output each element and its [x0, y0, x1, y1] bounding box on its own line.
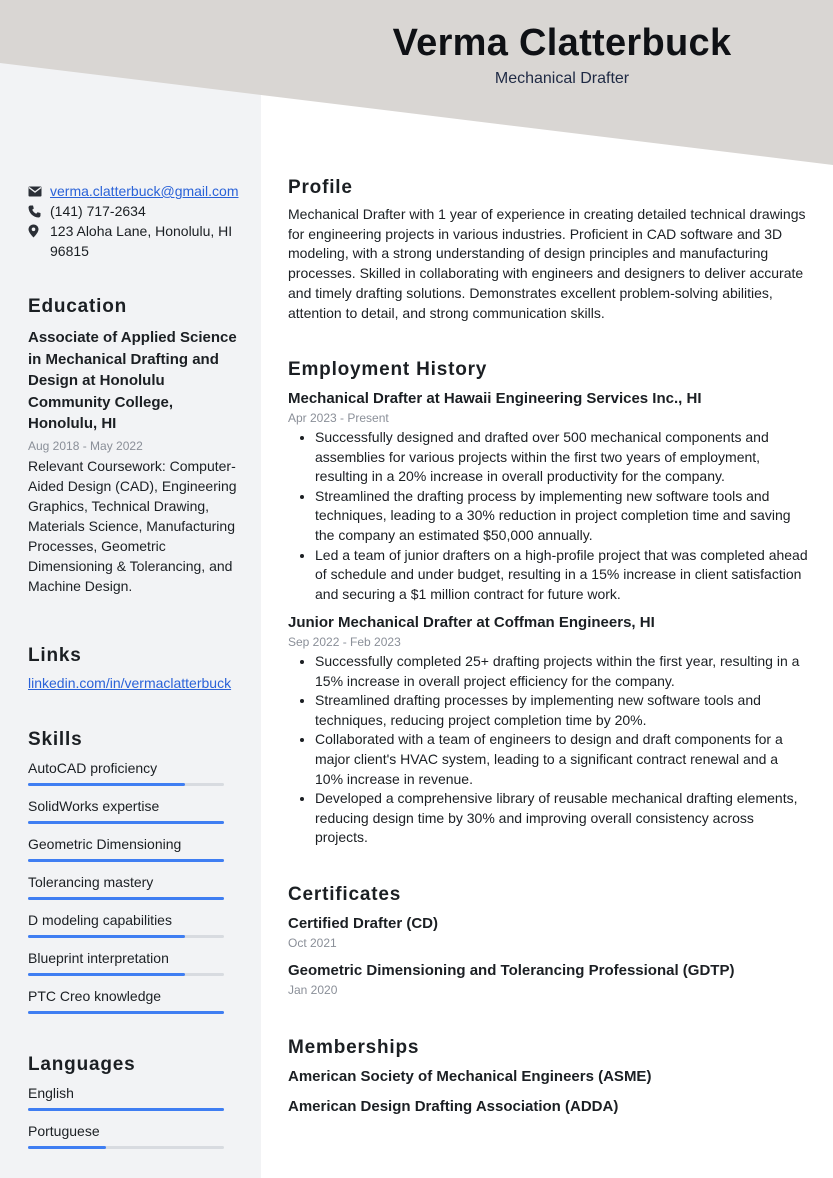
profile-heading: Profile — [288, 177, 353, 198]
profile-text: Mechanical Drafter with 1 year of experience in creating detailed technical drawings for engineering projects in various industries. Proficient in CAD software and 3D modeling, with a strong understanding of design principles and manufacturing processes. Skilled in collaborating with engineers and designers to deliver accurate and timely drafting solutions. Demonstrates excellent problem-solving abilities, attention to detail, and strong communication skills. — [288, 206, 806, 321]
certificate-title: Certified Drafter (CD) — [288, 915, 439, 932]
candidate-title: Mechanical Drafter — [494, 70, 630, 87]
education-dates: Aug 2018 - May 2022 — [28, 438, 143, 453]
skills-level-fill — [28, 783, 185, 786]
job-entry — [288, 613, 808, 848]
skills-level-bar — [28, 859, 224, 862]
languages-level-bar — [28, 1146, 224, 1149]
skills-item — [28, 873, 224, 900]
education-heading: Education — [28, 296, 128, 317]
job-dates: Apr 2023 - Present — [288, 411, 389, 425]
skills-item — [28, 987, 224, 1014]
languages-label: English — [28, 1085, 74, 1101]
job-title: Junior Mechanical Drafter at Coffman Engineers, HI — [288, 614, 655, 631]
certificate-date: Oct 2021 — [288, 936, 337, 950]
candidate-name: Verma Clatterbuck — [392, 22, 732, 64]
languages-heading: Languages — [28, 1054, 136, 1075]
languages-item — [28, 1084, 224, 1111]
skills-level-fill — [28, 935, 185, 938]
contact-block — [28, 181, 243, 261]
links-heading: Links — [28, 645, 82, 666]
job-bullet: • Led a team of junior drafters on a high-profile project that was completed ahead of schedule and under budget, resulting in a 15% increase in client satisfaction and securing a $1 million contract for future work. — [315, 546, 808, 605]
certificate-title: Geometric Dimensioning and Tolerancing Professional (GDTP) — [288, 962, 735, 979]
skills-label: Tolerancing mastery — [28, 874, 154, 890]
job-title: Mechanical Drafter at Hawaii Engineering Services Inc., HI — [288, 390, 702, 407]
skills-label: SolidWorks expertise — [28, 798, 160, 814]
envelope-icon — [28, 181, 50, 201]
skills-level-fill — [28, 859, 224, 862]
skills-level-bar — [28, 783, 224, 786]
certificate-entry — [288, 961, 734, 999]
employment-heading: Employment History — [288, 359, 488, 380]
certificate-entry — [288, 914, 438, 952]
job-entry — [288, 389, 808, 604]
address: 123 Aloha Lane, Honolulu, HI 96815 — [50, 223, 233, 259]
location-pin-icon — [28, 221, 50, 241]
skills-level-bar — [28, 935, 224, 938]
education-degree: Associate of Applied Science in Mechanical Drafting and Design at Honolulu Community College, Honolulu, HI — [28, 329, 237, 432]
membership-item: American Society of Mechanical Engineers (ASME) — [288, 1068, 652, 1085]
skills-label: Geometric Dimensioning — [28, 836, 182, 852]
job-dates: Sep 2022 - Feb 2023 — [288, 635, 401, 649]
certificates-heading: Certificates — [288, 884, 402, 905]
job-bullet: • Streamlined drafting processes by implementing new software tools and techniques, reducing project completion time by 20%. — [315, 691, 808, 730]
skills-level-fill — [28, 973, 185, 976]
job-bullet: • Collaborated with a team of engineers to design and draft components for a major client's HVAC system, leading to a significant contract renewal and a 10% increase in revenue. — [315, 730, 808, 789]
skills-item — [28, 759, 224, 786]
education-entry — [28, 327, 238, 596]
job-bullets — [288, 428, 808, 604]
job-bullet: • Successfully completed 25+ drafting projects within the first year, resulting in a 15% increase in overall project efficiency for the company. — [315, 652, 808, 691]
membership-item: American Design Drafting Association (ADDA) — [288, 1098, 619, 1115]
email-link[interactable]: verma.clatterbuck@gmail.com — [50, 183, 239, 199]
education-coursework: Relevant Coursework: Computer-Aided Design (CAD), Engineering Graphics, Technical Drawing, Materials Science, Manufacturing Processes, Geometric Dimensioning & Tolerancing, and Machine Design. — [28, 457, 237, 594]
skills-item — [28, 911, 224, 938]
languages-level-fill — [28, 1108, 224, 1111]
memberships-heading: Memberships — [288, 1037, 420, 1058]
skills-item — [28, 835, 224, 862]
job-bullet: • Developed a comprehensive library of reusable mechanical drafting elements, reducing design time by 30% and improving overall consistency across projects. — [315, 789, 808, 848]
languages-level-fill — [28, 1146, 106, 1149]
skills-label: Blueprint interpretation — [28, 950, 169, 966]
job-bullet: • Streamlined the drafting process by implementing new software tools and techniques, leading to a 30% reduction in project completion time and saving the company an estimated $50,000 annually. — [315, 487, 808, 546]
skills-level-bar — [28, 1011, 224, 1014]
skills-label: PTC Creo knowledge — [28, 988, 162, 1004]
skills-label: D modeling capabilities — [28, 912, 172, 928]
phone-icon — [28, 201, 50, 221]
skills-item — [28, 949, 224, 976]
skills-item — [28, 797, 224, 824]
skills-level-fill — [28, 821, 224, 824]
skills-level-fill — [28, 897, 224, 900]
skills-label: AutoCAD proficiency — [28, 760, 158, 776]
certificate-date: Jan 2020 — [288, 983, 338, 997]
job-bullets — [288, 652, 808, 848]
phone-number: (141) 717-2634 — [50, 203, 146, 219]
languages-label: Portuguese — [28, 1123, 100, 1139]
skills-level-bar — [28, 973, 224, 976]
job-bullet: • Successfully designed and drafted over 500 mechanical components and assemblies for various projects within the first two years of employment, resulting in a 20% increase in overall productivity for the company. — [315, 428, 808, 487]
skills-level-bar — [28, 897, 224, 900]
languages-item — [28, 1122, 224, 1149]
linkedin-link[interactable]: linkedin.com/in/vermaclatterbuck — [28, 675, 232, 691]
skills-level-fill — [28, 1011, 224, 1014]
languages-level-bar — [28, 1108, 224, 1111]
skills-heading: Skills — [28, 729, 83, 750]
skills-level-bar — [28, 821, 224, 824]
